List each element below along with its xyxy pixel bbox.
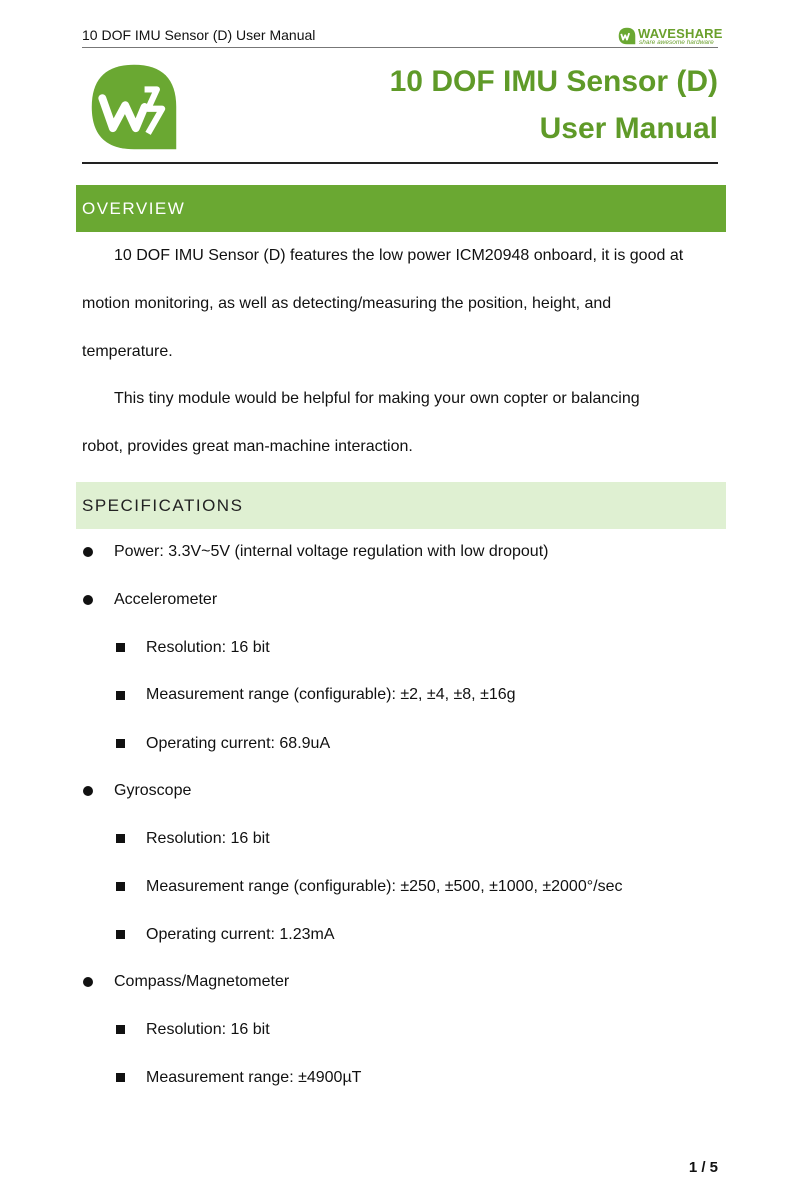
brand-tagline: share awesome hardware — [639, 39, 714, 46]
bullet-square-icon — [116, 691, 125, 700]
brand-wordmark: WAVESHARE — [638, 26, 723, 41]
bullet-square-icon — [116, 739, 125, 748]
waveshare-logo-icon — [618, 27, 636, 45]
spec-gyro-resolution: Resolution: 16 bit — [146, 830, 270, 847]
spec-compass: Compass/Magnetometer — [114, 973, 290, 990]
running-header-title: 10 DOF IMU Sensor (D) User Manual — [82, 27, 316, 43]
overview-para2-line1: This tiny module would be helpful for making your own copter or balancing — [114, 390, 640, 407]
spec-accel-current: Operating current: 68.9uA — [146, 735, 331, 752]
overview-para1-line1: 10 DOF IMU Sensor (D) features the low power ICM20948 onboard, it is good at — [114, 247, 684, 264]
overview-para2-line2: robot, provides great man-machine interaction. — [82, 438, 413, 455]
section-heading-specifications: SPECIFICATIONS — [76, 482, 726, 529]
waveshare-large-logo-icon — [90, 63, 178, 151]
spec-accel-range: Measurement range (configurable): ±2, ±4, ±8, ±16g — [146, 686, 516, 703]
overview-para1-line2: motion monitoring, as well as detecting/measuring the position, height, and — [82, 295, 612, 312]
spec-accel-resolution: Resolution: 16 bit — [146, 639, 270, 656]
bullet-dot-icon — [83, 547, 93, 557]
spec-power: Power: 3.3V~5V (internal voltage regulation with low dropout) — [114, 543, 549, 560]
page-number: 1 / 5 — [688, 1159, 718, 1176]
bullet-dot-icon — [83, 977, 93, 987]
title-line-1: 10 DOF IMU Sensor (D) — [389, 65, 718, 98]
document-title — [390, 58, 718, 152]
bullet-square-icon — [116, 882, 125, 891]
bullet-square-icon — [116, 1073, 125, 1082]
title-line-2: User Manual — [539, 112, 718, 145]
spec-gyroscope: Gyroscope — [114, 782, 192, 799]
bullet-square-icon — [116, 1025, 125, 1034]
section-heading-overview: OVERVIEW — [76, 185, 726, 232]
bullet-square-icon — [116, 930, 125, 939]
waveshare-logo — [618, 26, 723, 47]
overview-para1-line3: temperature. — [82, 343, 173, 360]
bullet-square-icon — [116, 834, 125, 843]
bullet-dot-icon — [83, 786, 93, 796]
spec-gyro-current: Operating current: 1.23mA — [146, 926, 335, 943]
header-divider — [82, 47, 718, 48]
title-divider — [82, 162, 718, 164]
spec-gyro-range: Measurement range (configurable): ±250, ±500, ±1000, ±2000°/sec — [146, 878, 623, 895]
bullet-square-icon — [116, 643, 125, 652]
spec-accelerometer: Accelerometer — [114, 591, 218, 608]
spec-compass-range: Measurement range: ±4900µT — [146, 1069, 362, 1086]
spec-compass-resolution: Resolution: 16 bit — [146, 1021, 270, 1038]
bullet-dot-icon — [83, 595, 93, 605]
